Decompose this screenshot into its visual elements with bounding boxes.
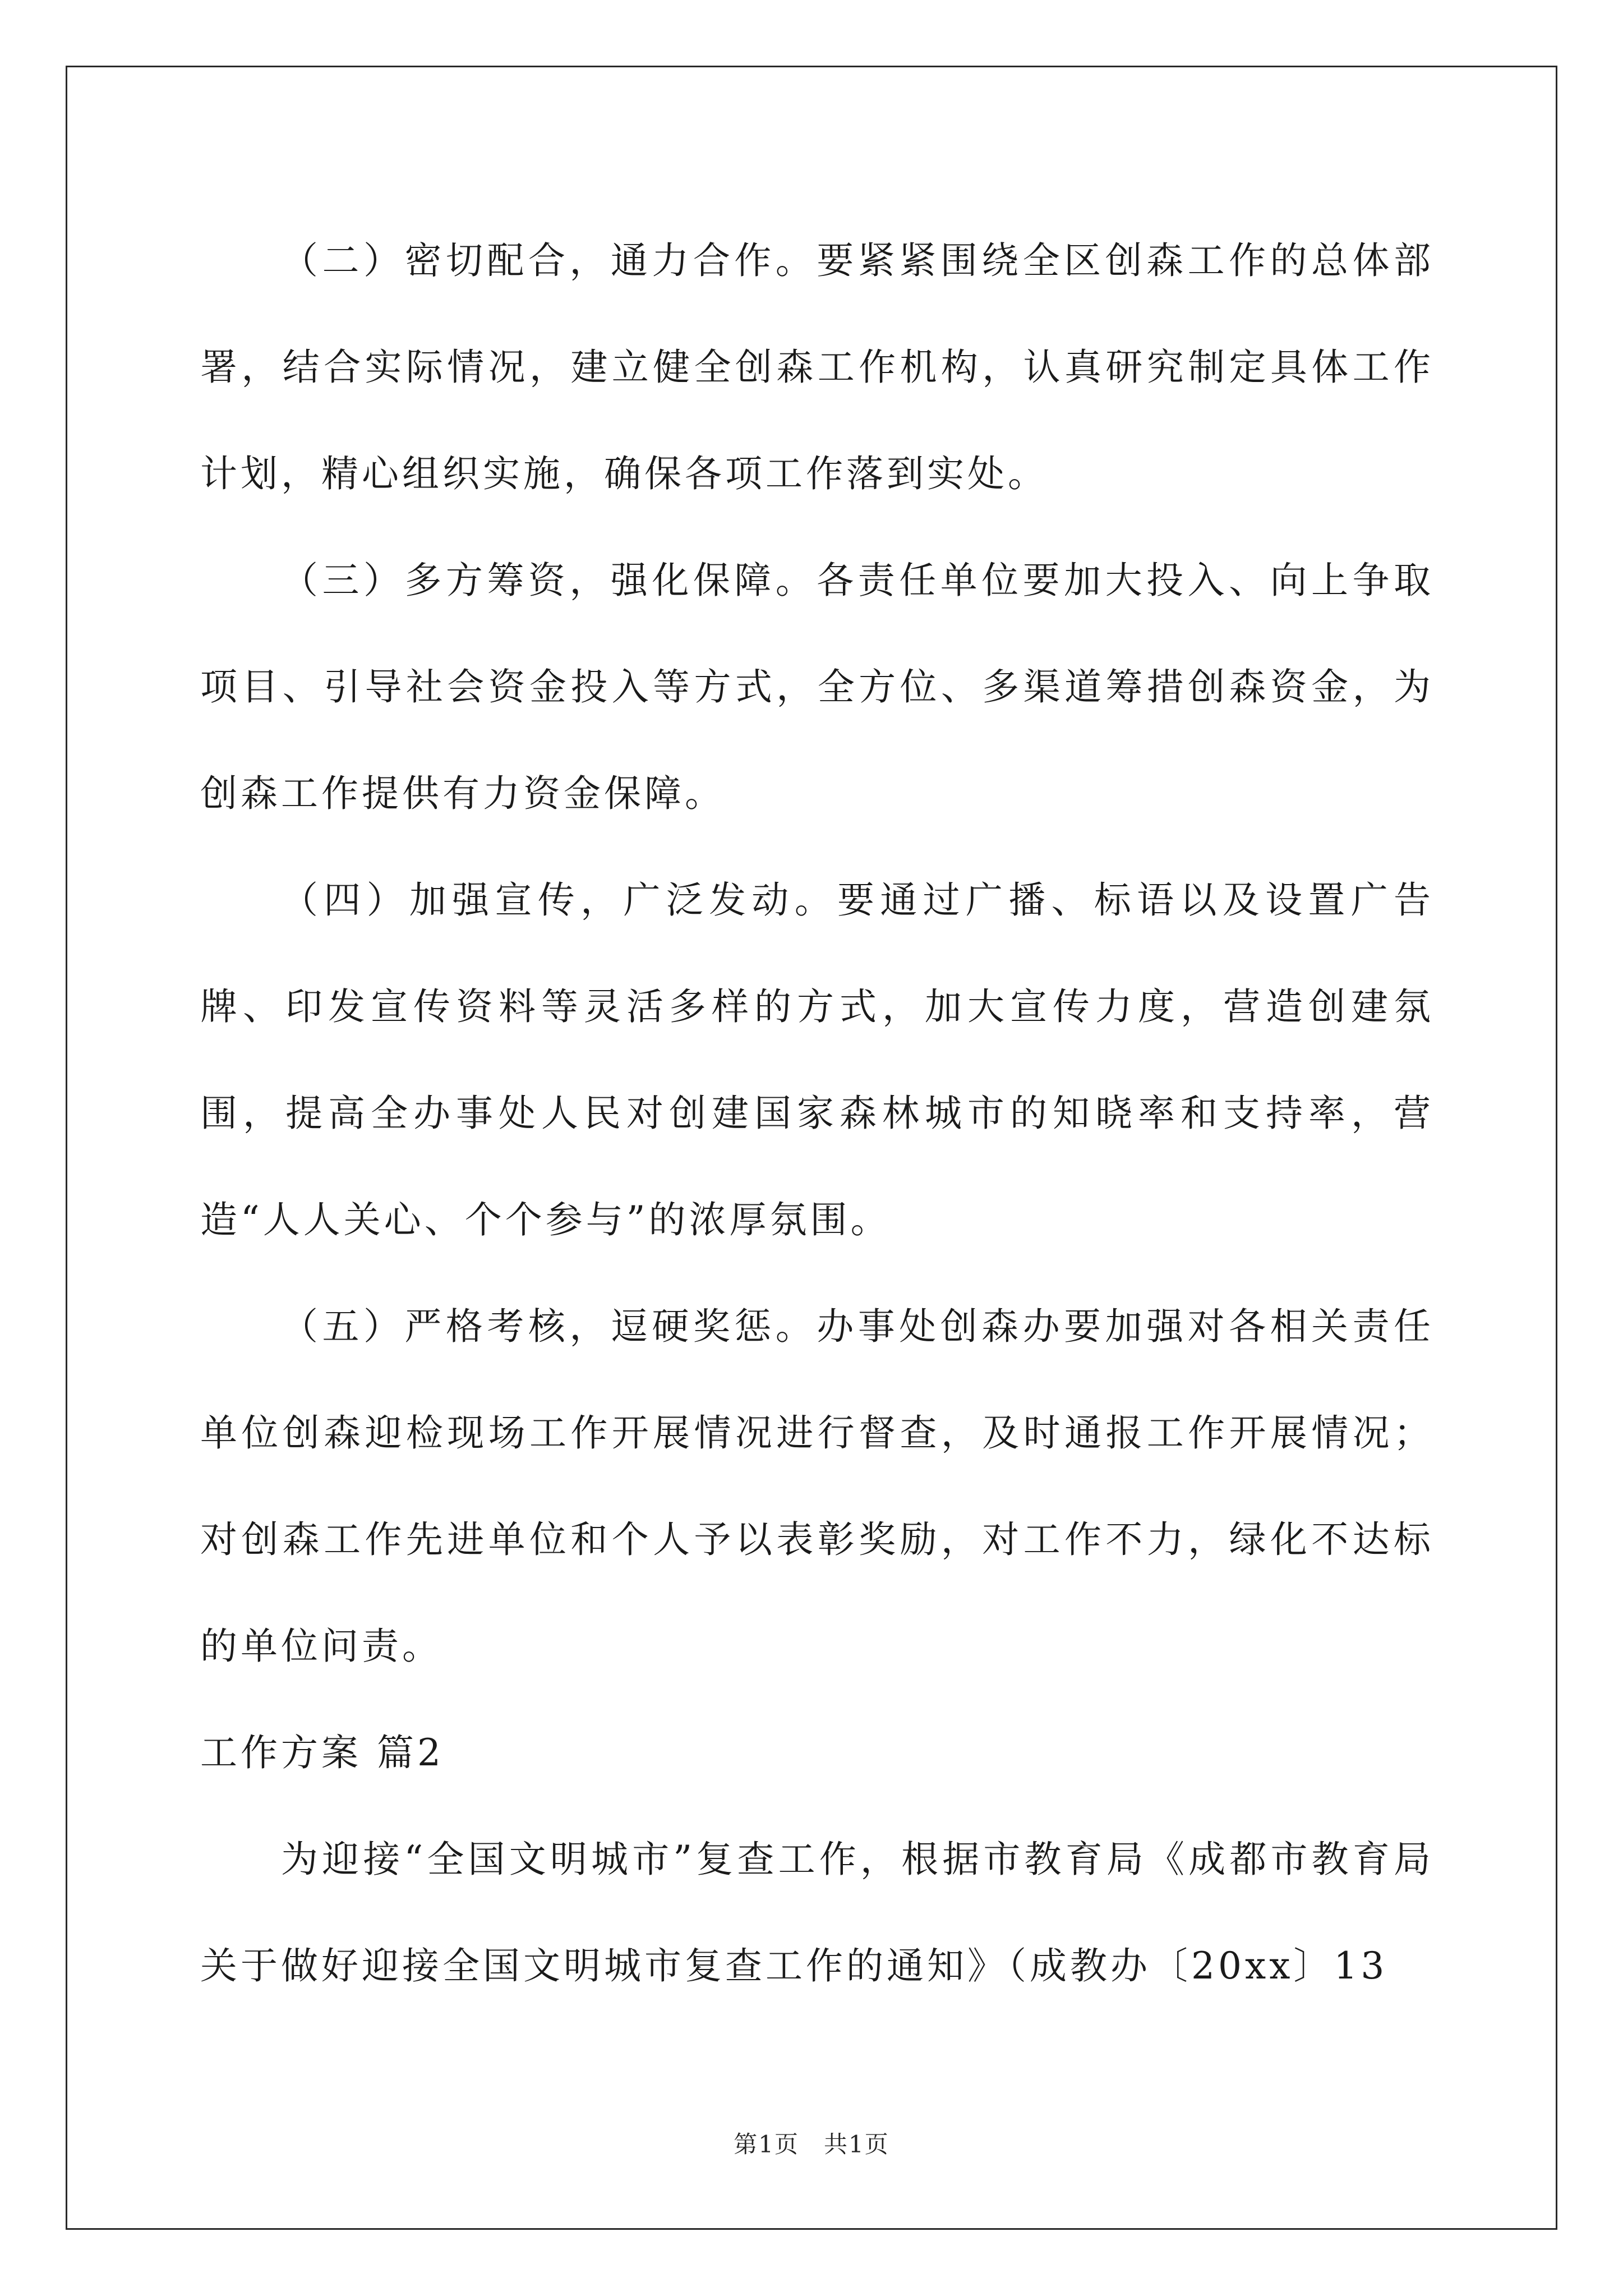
- paragraph-assessment: （五）严格考核，逗硬奖惩。办事处创森办要加强对各相关责任单位创森迎检现场工作开展情况进行督查，及时通报工作开展情况；对创森工作先进单位和个人予以表彰奖励，对工作不力，绿化不达标的单位问责。: [200, 1305, 1434, 1668]
- paragraph-funding: （三）多方筹资，强化保障。各责任单位要加大投入、向上争取项目、引导社会资金投入等方式，全方位、多渠道筹措创森资金，为创森工作提供有力资金保障。: [200, 559, 1434, 815]
- document-body: [200, 208, 1434, 2019]
- section-heading: 工作方案 篇2: [200, 1731, 444, 1774]
- paragraph-section-intro: 为迎接“全国文明城市”复查工作，根据市教育局《成都市教育局关于做好迎接全国文明城市复查工作的通知》（成教办〔20xx〕13: [200, 1838, 1434, 1987]
- page-footer: 第1页 共1页: [734, 2131, 889, 2158]
- paragraph-cooperation: （二）密切配合，通力合作。要紧紧围绕全区创森工作的总体部署，结合实际情况，建立健全创森工作机构，认真研究制定具体工作计划，精心组织实施，确保各项工作落到实处。: [200, 239, 1434, 495]
- paragraph-publicity: （四）加强宣传，广泛发动。要通过广播、标语以及设置广告牌、印发宣传资料等灵活多样的方式，加大宣传力度，营造创建氛围，提高全办事处人民对创建国家森林城市的知晓率和支持率，营造“人人关心、个个参与”的浓厚氛围。: [200, 878, 1434, 1241]
